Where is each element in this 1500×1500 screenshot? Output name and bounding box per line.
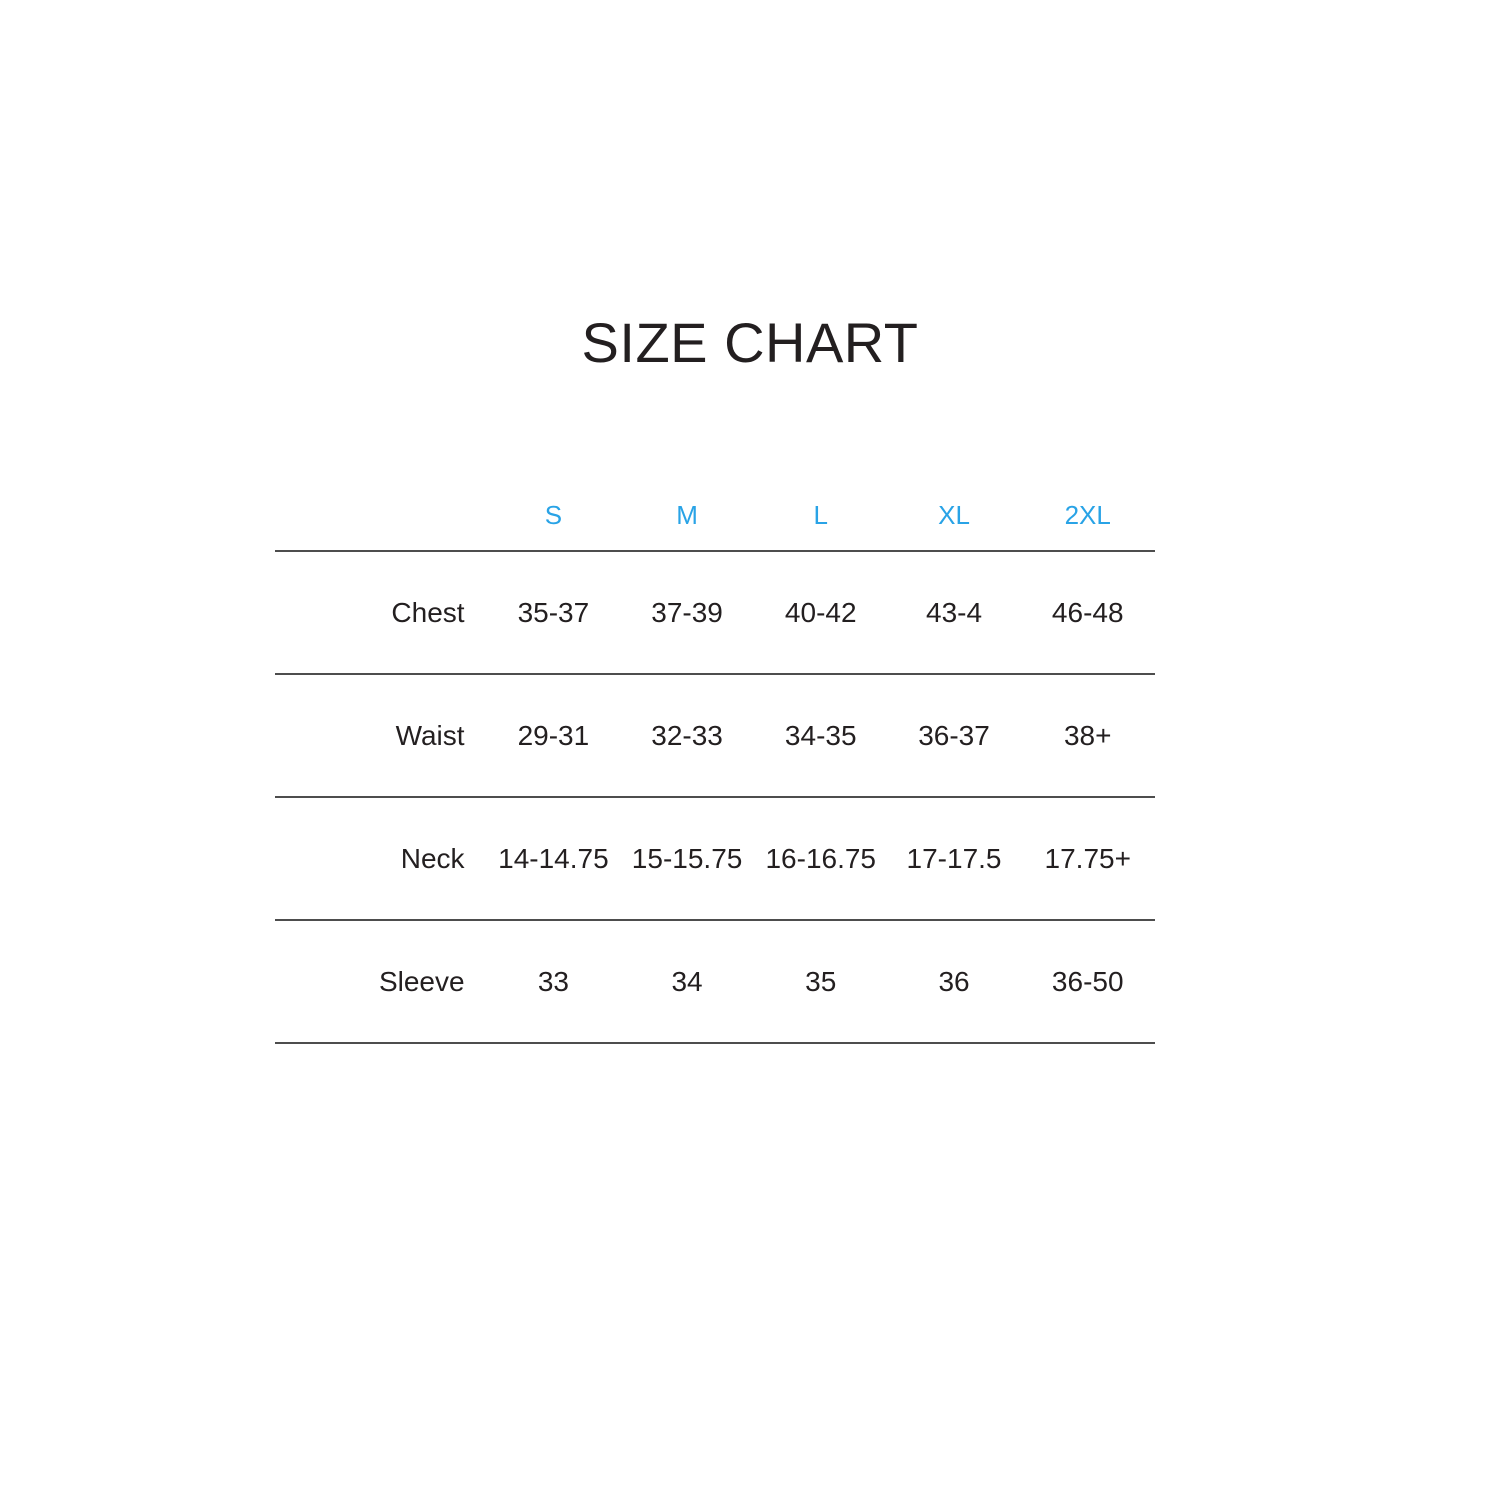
row-label-chest: Chest — [391, 596, 465, 628]
cell-neck-xl: 17-17.5 — [906, 842, 1002, 874]
table-row — [275, 797, 1155, 920]
table-row — [275, 674, 1155, 797]
cell-neck-m: 15-15.75 — [631, 842, 743, 874]
cell-sleeve-s: 33 — [537, 965, 569, 997]
cell-chest-l: 40-42 — [784, 596, 857, 628]
cell-waist-l: 34-35 — [784, 719, 857, 751]
cell-neck-2xl: 17.75+ — [1044, 842, 1131, 874]
size-chart-table — [275, 480, 1155, 1044]
header-row — [275, 480, 1155, 551]
cell-sleeve-m: 34 — [671, 965, 703, 997]
cell-sleeve-l: 35 — [805, 965, 837, 997]
cell-neck-s: 14-14.75 — [498, 842, 609, 874]
row-label-waist: Waist — [395, 719, 465, 751]
cell-sleeve-xl: 36 — [938, 965, 970, 997]
table-body — [275, 551, 1155, 1043]
cell-chest-s: 35-37 — [517, 596, 590, 628]
row-label-sleeve: Sleeve — [378, 965, 465, 997]
row-label-neck: Neck — [400, 842, 465, 874]
cell-chest-m: 37-39 — [651, 596, 723, 628]
cell-waist-s: 29-31 — [517, 719, 590, 751]
column-header-l: L — [813, 499, 828, 530]
cell-waist-m: 32-33 — [651, 719, 723, 751]
table-row — [275, 920, 1155, 1043]
cell-chest-xl: 43-4 — [926, 596, 983, 628]
table-header — [275, 480, 1155, 551]
column-header-xl: XL — [938, 499, 970, 530]
table-row — [275, 551, 1155, 674]
cell-chest-2xl: 46-48 — [1051, 596, 1124, 628]
cell-sleeve-2xl: 36-50 — [1051, 965, 1124, 997]
header-corner-cell — [275, 480, 487, 551]
page-title: SIZE CHART — [581, 311, 919, 374]
cell-waist-2xl: 38+ — [1063, 719, 1112, 751]
cell-waist-xl: 36-37 — [918, 719, 990, 751]
column-header-m: M — [676, 499, 698, 530]
cell-neck-l: 16-16.75 — [765, 842, 877, 874]
column-header-s: S — [544, 499, 563, 530]
column-header-2xl: 2XL — [1064, 499, 1111, 530]
